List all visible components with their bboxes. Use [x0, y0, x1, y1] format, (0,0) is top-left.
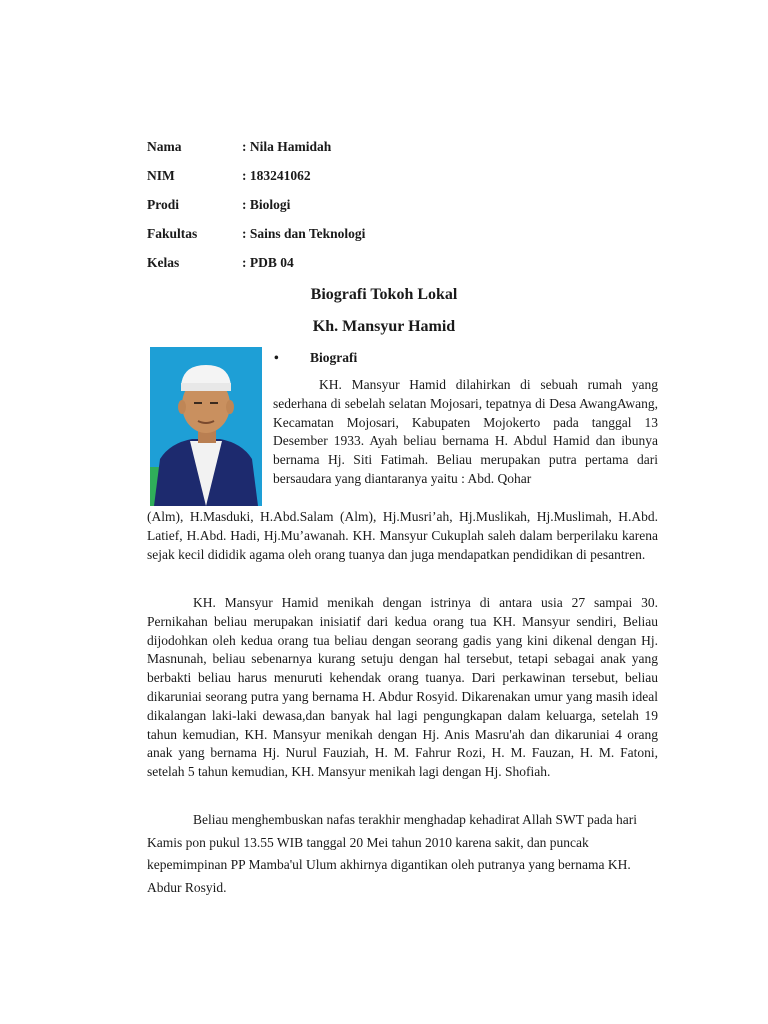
info-value: : PDB 04: [242, 255, 294, 270]
info-value: : Nila Hamidah: [242, 139, 332, 154]
info-label: Fakultas: [147, 226, 198, 241]
info-label: NIM: [147, 168, 175, 183]
info-label: Kelas: [147, 255, 180, 270]
subtitle: Kh. Mansyur Hamid: [312, 318, 456, 335]
info-label: Nama: [147, 139, 182, 154]
info-row-nama: [147, 139, 331, 155]
info-value: : Sains dan Teknologi: [242, 226, 366, 241]
paragraph-3: Beliau menghembuskan nafas terakhir menghadap kehadirat Allah SWT pada hari Kamis pon pukul 13.55 WIB tanggal 20 Mei tahun 2010 karena sakit, dan puncak kepemimpinan PP Mamba'ul Ulum akhirnya digantikan oleh putranya yang bernama KH. Abdur Rosyid.: [147, 812, 637, 895]
info-row-fakultas: [147, 226, 365, 242]
info-row-nim: [147, 168, 311, 184]
info-label: Prodi: [147, 197, 180, 212]
bullet-icon: •: [274, 350, 279, 365]
section-heading: [274, 349, 357, 366]
paragraph-1-part-2: (Alm), H.Masduki, H.Abd.Salam (Alm), Hj.Musri’ah, Hj.Muslikah, Hj.Muslimah, H.Abd. Latief, H.Abd. Hadi, Hj.Mu’awanah. KH. Mansyur Cukuplah saleh dalam berperilaku karena sejak kecil dididik agama oleh orang tuanya dan juga mendapatkan pendidikan di pesantren.: [147, 509, 658, 562]
info-row-kelas: [147, 255, 294, 271]
paragraph-2: KH. Mansyur Hamid menikah dengan istrinya di antara usia 27 sampai 30. Pernikahan beliau merupakan inisiatif dari kedua orang tua KH. Mansyur sendiri, Beliau dijodohkan oleh kedua orang tua beliau dengan seorang gadis yang kini dikenal dengan Hj. Masnunah, beliau sebenarnya kurang setuju dengan hal tersebut, tetapi sebagai anak yang berbakti beliau harus menuruti kehendak orang tuanya. Dari perkawinan tersebut, beliau dikaruniai seorang putra yang bernama H. Abdur Rosyid. Dikarenakan umur yang masih ideal dikalangan laki-laki dewasa,dan banyak hal lagi pengungkapan dalam keluarga, setelah 19 tahun kemudian, KH. Mansyur menikah dengan Hj. Anis Masru'ah dan dikaruniai 4 orang anak yang bernama Hj. Nurul Fauziah, H. M. Fahrur Rozi, H. M. Fauzan, H. M. Fatoni, setelah 5 tahun kemudian, KH. Mansyur menikah lagi dengan Hj. Shofiah.: [147, 595, 658, 780]
info-row-prodi: [147, 197, 290, 213]
portrait-illustration: [150, 347, 262, 506]
section-heading-text: Biografi: [310, 350, 358, 365]
info-value: : 183241062: [242, 168, 311, 183]
main-title: Biografi Tokoh Lokal: [310, 286, 458, 303]
portrait-photo: [150, 347, 262, 506]
info-value: : Biologi: [242, 197, 291, 212]
paragraph-1-part-1: KH. Mansyur Hamid dilahirkan di sebuah rumah yang sederhana di sebelah selatan Mojosari, tepatnya di Desa AwangAwang, Kecamatan Mojosari, Kabupaten Mojokerto pada tanggal 13 Desember 1933. Ayah beliau bernama H. Abdul Hamid dan ibunya bernama Hj. Siti Fatimah. Beliau merupakan putra pertama dari bersaudara yang diantaranya yaitu : Abd. Qohar: [273, 377, 658, 486]
